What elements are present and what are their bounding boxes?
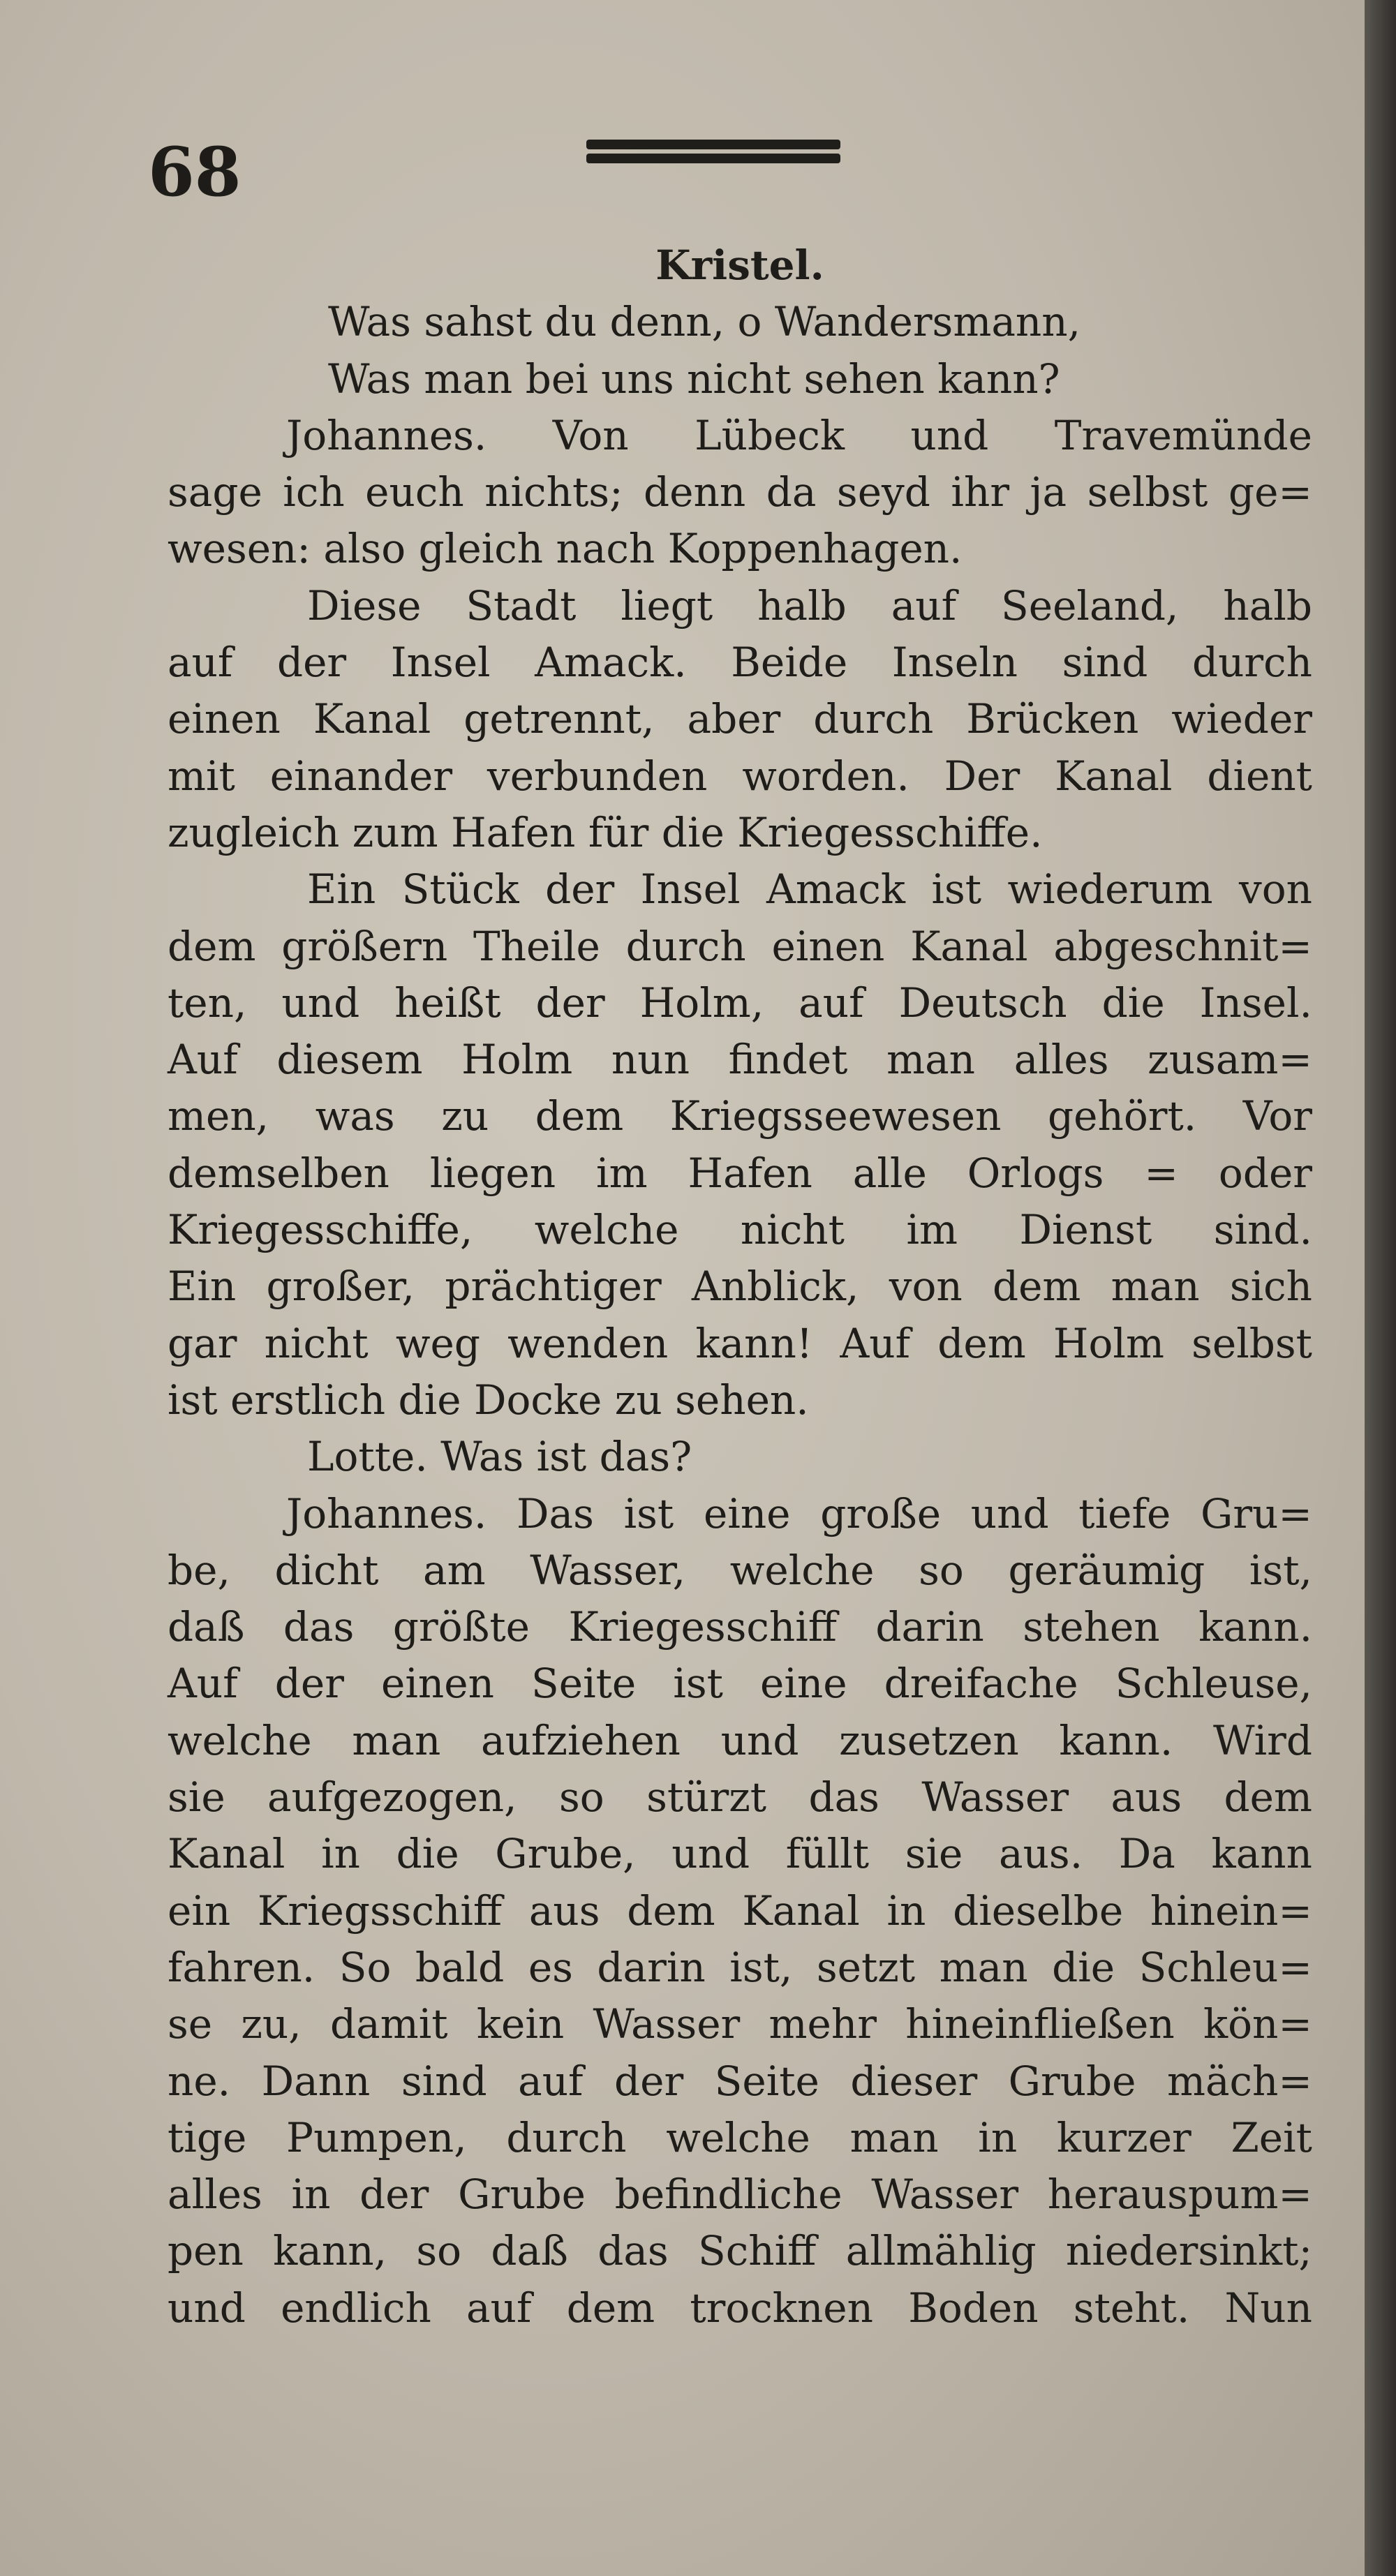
text-line: Kanal in die Grube, und füllt sie aus. Da kann [168,1830,1312,1878]
page-number: 68 [148,133,242,211]
text-line: Ein Stück der Insel Amack ist wiederum von [307,865,1312,914]
text-line: daß das größte Kriegesschiff darin stehen kann. [168,1603,1312,1651]
text-line: Lotte. Was ist das? [307,1433,692,1481]
text-line: dem größern Theile durch einen Kanal abgeschnit= [168,922,1312,970]
text-line: Diese Stadt liegt halb auf Seeland, halb [307,581,1312,630]
verse-line: Was sahst du denn, o Wandersmann, [328,298,1081,346]
text-line: men, was zu dem Kriegsseewesen gehört. Vor [168,1092,1312,1140]
text-line: und endlich auf dem trocknen Boden steht. Nun [168,2284,1312,2332]
text-line: Auf diesem Holm nun findet man alles zusam= [168,1036,1312,1084]
text-line: se zu, damit kein Wasser mehr hineinfließen kön= [168,2000,1312,2048]
text-line: ten, und heißt der Holm, auf Deutsch die Insel. [168,978,1312,1027]
text-line: ne. Dann sind auf der Seite dieser Grube mäch= [168,2057,1312,2105]
page-edge-shadow [1365,0,1396,2576]
text-line: pen kann, so daß das Schiff allmählig niedersinkt; [168,2227,1312,2275]
page-body [168,237,1312,2337]
text-line: welche man aufziehen und zusetzen kann. Wird [168,1716,1312,1764]
text-line: mit einander verbunden worden. Der Kanal dient [168,752,1312,800]
text-line: demselben liegen im Hafen alle Orlogs = oder [168,1149,1312,1197]
text-line: zugleich zum Hafen für die Kriegesschiffe. [168,808,1043,856]
text-line: gar nicht weg wenden kann! Auf dem Holm selbst [168,1319,1312,1367]
text-line: tige Pumpen, durch welche man in kurzer Zeit [168,2113,1312,2161]
text-line: ein Kriegsschiff aus dem Kanal in dieselbe hinein= [168,1886,1312,1935]
text-line: wesen: also gleich nach Koppenhagen. [168,525,963,573]
text-line: Johannes. Das ist eine große und tiefe Gru= [286,1489,1312,1538]
header-ornament-rule [586,140,840,176]
text-line: ist erstlich die Docke zu sehen. [168,1376,809,1424]
text-line: alles in der Grube befindliche Wasser herauspum= [168,2171,1312,2219]
text-line: sie aufgezogen, so stürzt das Wasser aus dem [168,1773,1312,1822]
text-line: Kriegesschiffe, welche nicht im Dienst sind. [168,1206,1312,1254]
text-line: be, dicht am Wasser, welche so geräumig ist, [168,1546,1312,1594]
text-line: Auf der einen Seite ist eine dreifache Schleuse, [168,1660,1312,1708]
text-line: sage ich euch nichts; denn da seyd ihr ja selbst ge= [168,468,1312,516]
text-line: Johannes. Von Lübeck und Travemünde [286,411,1312,459]
page-header [148,133,1335,216]
text-line: einen Kanal getrennt, aber durch Brücken wieder [168,695,1312,743]
text-line: Ein großer, prächtiger Anblick, von dem man sich [168,1263,1312,1311]
speaker-heading: Kristel. [655,241,824,289]
verse-line: Was man bei uns nicht sehen kann? [328,355,1060,403]
text-line: fahren. So bald es darin ist, setzt man die Schleu= [168,1943,1312,1991]
text-line: auf der Insel Amack. Beide Inseln sind durch [168,639,1312,687]
